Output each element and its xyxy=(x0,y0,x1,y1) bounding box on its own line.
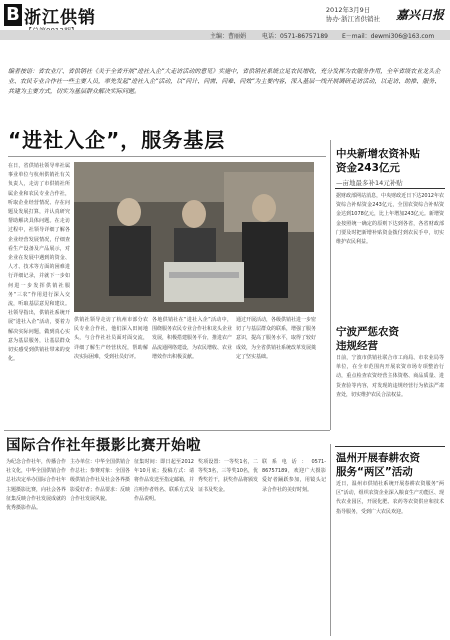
newspaper-logo: 嘉兴日报 xyxy=(395,8,444,22)
mid-article-column-2: 各地供销社在“进社入企”活动中，围绕服务农民专业合作社和龙头企业发展，积极搭建服务平台，推进农产品流通网络建设，为农民增收、农业增效作出积极贡献。 xyxy=(152,317,232,360)
bottom-column-2: 主办单位：中华全国供销合作总社；参赛对象：全国各级供销合作社及社会各界摄影爱好者；作品要求：反映合作社发展风貌。 xyxy=(70,459,130,502)
bottom-column-5: 联系电话：0571-86757189，欢迎广大摄影爱好者踊跃参加，用镜头记录合作社的美好时刻。 xyxy=(262,459,326,493)
right-article-1: 据财政部网站消息，中央财政近日下达2012年农资综合补贴资金243亿元，全国农资综合补贴资金达到1078亿元，比上年增加243亿元。新增资金按照统一确定的原则下达到各省，各省财政部门要及时把新增补贴资金拨付到农民手中，切实维护农民利益。 xyxy=(336,193,444,246)
issue-date: 2012年3月9日 协办·浙江省供销社 xyxy=(325,6,380,23)
section-badge: B xyxy=(4,4,22,26)
column-divider xyxy=(330,140,331,430)
left-article-column: 在日，省供销社领导率社属事业单位与杭州供销社有关负责人，走访了市供销社所属企业和农民专业合作社，听取企业经营情况、存在问题及发展打算，并认真研究帮助解决具体问题。在走访过程中，社领导详细了解各企业经营发展情况，仔细查看生产设备及产品展示，对企业在发展中遇到的资金、人才、技术等方面的困难进行详细记录，并就下一步如何进一步发挥供销社服务“三农”作用进行深入交流，听取基层意见和建议。社领导指出，供销社系统开展“进社入企”活动，要着力解决实际问题，做到真心实意为基层服务，让基层群众切实感受到供销社带来的变化。 xyxy=(8,163,70,363)
divider xyxy=(335,188,445,189)
section-name: 浙江供销 xyxy=(24,8,96,28)
header-info-bar xyxy=(0,30,450,40)
bottom-column-4: 奖项设置：一等奖1名，二等奖3名，三等奖10名，优秀奖若干，获奖作品将颁发证书及奖金。 xyxy=(198,459,258,493)
news-photo xyxy=(74,162,314,312)
right-headline-5: 温州开展春耕农资 xyxy=(336,452,420,464)
right-headline-6: 服务“两区”活动 xyxy=(336,466,413,478)
bottom-column-1: 为纪念合作社年，传播合作社文化，中华全国供销合作总社决定举办国际合作社年主题摄影比赛，向社会各界征集反映合作社发展成就的优秀摄影作品。 xyxy=(6,459,66,512)
phone: 电话：0571-86757189 xyxy=(262,33,328,40)
right-subheadline: —亩地最多补14元补贴 xyxy=(336,179,403,187)
bottom-headline: 国际合作社年摄影比赛开始啦 xyxy=(6,438,201,454)
bottom-column-3: 征集时间：即日起至2012年10月底；投稿方式：请将作品发送至指定邮箱，并注明作者姓名、联系方式及作品说明。 xyxy=(134,459,194,502)
photo-illustration xyxy=(74,162,314,312)
email: E－mail：dewmi306@163.com xyxy=(342,33,435,40)
right-headline-2: 资金243亿元 xyxy=(336,162,400,174)
divider xyxy=(4,430,330,431)
column-divider xyxy=(330,444,331,636)
right-headline-1: 中央新增农资补贴 xyxy=(336,148,420,160)
divider xyxy=(8,156,326,157)
editor-note: 编者按语：省农业厅、省供销社《关于全省开展“进社入企”大走访活动的意见》实施中，省供销社系统立足农民增收，充分发挥为农服务作用，全年省级农业龙头企业、农民专业合作社一些主要人员，率先发起“进社入企”活动，以“问计、问需、问难、问效”为主要内容，深入基层一线开展调研走访活动，以走访、助推、服务、共建为主要方式，切实为基层群众解决实际问题。 xyxy=(8,68,441,95)
mid-article-column-1: 供销社领导走访了杭州市部分农民专业合作社，他们深入田间地头，与合作社社员面对面交流，详细了解生产经营状况，帮助解决实际困难，受到社员好评。 xyxy=(74,317,148,360)
mid-article-column-3: 通过开展活动，各级供销社进一步密切了与基层群众的联系，增强了服务意识，提高了服务水平，取得了较好成效，为全省供销社系统改革发展奠定了坚实基础。 xyxy=(236,317,316,360)
editor: 主编：曹丽娟 xyxy=(210,33,247,40)
page-header xyxy=(0,0,450,42)
lead-headline: “进社入企”，服务基层 xyxy=(8,128,226,152)
divider xyxy=(335,446,445,447)
right-article-2: 日前，宁波市供销社联合市工商局、市农业局等单位，在全市范围内开展农资市场专项整治行动，重点检查农资经营主体资格、商品质量、进货查验等内容，对发现的违规经营行为依法严肃查处，切实维护农民合法权益。 xyxy=(336,355,444,398)
right-headline-3: 宁波严惩农资 xyxy=(336,326,399,338)
right-headline-4: 违规经营 xyxy=(336,340,378,352)
right-article-3: 近日，温州市供销社系统开展春耕农资服务“两区”活动，组织农资企业深入粮食生产功能区、现代农业园区，开展化肥、农药等农资供应和技术指导服务，受到广大农民欢迎。 xyxy=(336,481,444,515)
